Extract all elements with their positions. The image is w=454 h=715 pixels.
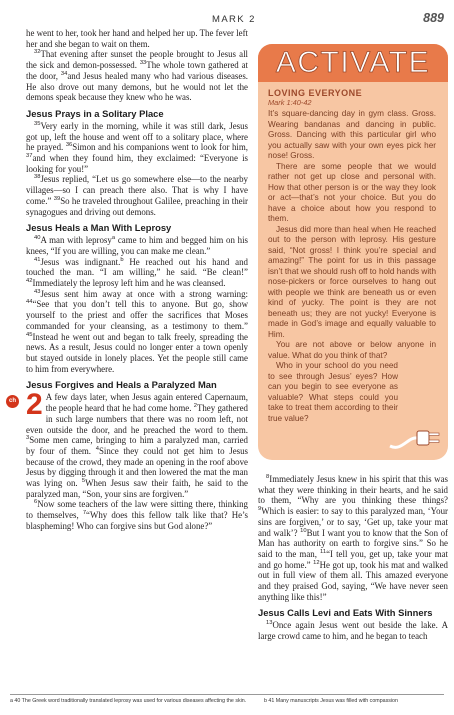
activate-sidebar: [258, 44, 448, 460]
verse-number: 13: [266, 620, 273, 627]
verse-text: So he traveled throughout Galilee, preaching in their synagogues and driving out demons.: [26, 195, 248, 217]
verse-text: Which is easier: to say to this paralyzed man, ‘Your sins are forgiven,’ or to say, ‘Get up, take your mat and walk’?: [258, 506, 448, 538]
footnote: a 40 The Greek word traditionally translated leprosy was used for various diseases affecting the skin.: [10, 698, 247, 704]
paragraph: [26, 49, 248, 103]
power-plug-icon: [388, 416, 444, 456]
footnote: b 41 Many manuscripts Jesus was filled with compassion: [264, 698, 398, 704]
footnote-marker[interactable]: b: [120, 256, 124, 263]
verse-text: A man with leprosy: [40, 235, 112, 246]
verse-number: 37: [26, 153, 33, 160]
verse-text: They gathered in such large numbers that there was no room left, not even outside the door, and he preached the word to them.: [26, 403, 248, 435]
paragraph: [26, 388, 248, 499]
verse-number: 4: [95, 445, 99, 452]
verse-number: 42: [26, 278, 33, 285]
verse-text: He reached out his hand and touched the man. “I am willing,” he said. “Be clean!”: [26, 256, 248, 278]
verse-text: A few days later, when Jesus again entered Capernaum, the people heard that he had come home.: [45, 392, 248, 414]
running-head: MARK 2: [212, 14, 256, 25]
verse-number: 45: [26, 331, 33, 338]
verse-text: “Why does this fellow talk like that? He’s blaspheming! Who can forgive sins but God alone?”: [26, 510, 248, 531]
verse-number: 39: [53, 195, 61, 202]
chapter-marker-badge: ch: [6, 395, 19, 408]
verse-text: Jesus was indignant.: [40, 256, 121, 267]
verse-text: and Jesus healed many who had various diseases. He also drove out many demons, but he would not let the demons speak because they knew who he was.: [26, 70, 248, 103]
verse-number: 35: [34, 120, 41, 127]
paragraph: [26, 257, 248, 289]
verse-number: 36: [65, 142, 73, 149]
verse-number: 43: [34, 288, 41, 295]
verse-number: 3: [26, 435, 30, 442]
verse-text: The whole town gathered at the door,: [26, 60, 248, 81]
paragraph: [258, 620, 448, 641]
verse-number: 32: [34, 49, 41, 56]
footnote-divider: [10, 694, 444, 695]
verse-number: 11: [320, 548, 327, 555]
paragraph: [26, 174, 248, 217]
section-heading: Jesus Heals a Man With Leprosy: [26, 222, 172, 234]
verse-text: He got up, took his mat and walked out in full view of them all. This amazed everyone and they praised God, saying, “We have never seen anything like this!”: [258, 559, 448, 602]
verse-text: Immediately Jesus knew in his spirit that this was what they were thinking in their hearts, and he said to them, “Why are you thinking these things?: [258, 474, 448, 506]
verse-number: 5: [81, 478, 86, 485]
verse-text: Simon and his companions went to look for him,: [72, 142, 249, 153]
verse-number: 7: [82, 510, 87, 517]
paragraph: [258, 474, 448, 602]
verse-text: Now some teachers of the law were sitting there, thinking to themselves,: [26, 499, 248, 521]
verse-text: came to him and begged him on his knees, “If you are willing, you can make me clean.”: [26, 235, 248, 256]
verse-text: “I tell you, get up, take your mat and go home.”: [258, 548, 448, 570]
verse-number: 12: [313, 559, 320, 566]
verse-text: Immediately the leprosy left him and he was cleansed.: [32, 278, 226, 289]
footnote-marker[interactable]: a: [111, 235, 116, 242]
verse-number: 33: [139, 60, 147, 67]
verse-number: 9: [258, 506, 262, 513]
verse-text: That evening after sunset the people brought to Jesus all the sick and demon-possessed.: [26, 49, 248, 71]
verse-number: 44: [26, 299, 33, 306]
paragraph: [26, 121, 248, 175]
verse-number: 8: [266, 474, 270, 481]
paragraph: [26, 499, 248, 531]
left-column: [8, 28, 249, 532]
activate-paragraph: It’s square-dancing day in gym class. Gross. Wearing bandanas and dancing in public. Gross. Dancing with this particular girl who you actually saw with your own eyes pick her nose! Gross.: [268, 109, 436, 160]
activate-reference: Mark 1:40-42: [268, 98, 312, 107]
right-column: [258, 474, 448, 642]
activate-paragraph: There are some people that we would rather not get up close and personal with. How that other person is or the way they look or act—that’s not your choice. But you do have a choice about how you respond to them.: [268, 161, 436, 223]
verse-text: Since they could not get him to Jesus because of the crowd, they made an opening in the roof above Jesus by digging through it and then lowered the mat the man was lying on.: [26, 445, 248, 489]
verse-text: Instead he went out and began to talk freely, spreading the news. As a result, Jesus could no longer enter a town openly but stayed outside in lonely places. Yet the people still came to him from everywhere.: [26, 331, 248, 374]
page-number: 889: [423, 11, 444, 25]
verse-text: Once again Jesus went out beside the lake. A large crowd came to him, and he began to teach: [258, 620, 448, 642]
verse-number: 6: [34, 499, 38, 506]
activate-heading: LOVING EVERYONE: [268, 88, 363, 98]
verse-number: 2: [193, 403, 197, 410]
activate-paragraph: You are not above or below anyone in value. What do you think of that?: [268, 340, 436, 360]
verse-number: 38: [34, 174, 41, 181]
verse-number: 34: [60, 70, 68, 77]
verse-text: “See that you don’t tell this to anyone. But go, show yourself to the priest and offer the sacrifices that Moses commanded for your cleansing, as a testimony to them.”: [26, 299, 248, 331]
verse-text: Some men came, bringing to him a paralyzed man, carried by four of them.: [26, 435, 248, 456]
verse-text: Very early in the morning, while it was still dark, Jesus got up, left the house and went off to a solitary place, where he prayed.: [26, 120, 248, 153]
verse-text: and when they found him, they exclaimed: “Everyone is looking for you!”: [26, 153, 248, 174]
activate-paragraph: Who in your school do you need to see through Jesus’ eyes? How can you begin to see everyone as valuable? What steps could you take to treat them according to their true value?: [268, 361, 398, 423]
paragraph: [26, 289, 248, 375]
paragraph: he went to her, took her hand and helped her up. The fever left her and she began to wait on them.: [26, 28, 248, 49]
verse-number: 41: [34, 256, 41, 263]
activate-body: [268, 88, 436, 424]
chapter-number: 2: [26, 388, 43, 422]
activate-paragraph: Jesus did more than heal when He reached out to the person with leprosy. His gesture said, “Not gross! I think you’re special and amazing!” The point for us in this passage isn’t that we should rush off to hold hands with nose-pickers or force ourselves to hang out with people we think are beneath us or even kind of yucky. The point is they are not beneath us; they are not yucky! Everyone is made in God’s image and equally valuable to Him.: [268, 224, 436, 339]
verse-number: 10: [300, 527, 307, 534]
verse-number: 40: [34, 235, 41, 242]
paragraph: [26, 235, 248, 256]
verse-text: But I want you to know that the Son of Man has authority on earth to forgive sins.” So he said to the man,: [258, 527, 448, 559]
section-heading: Jesus Forgives and Heals a Paralyzed Man: [26, 379, 217, 391]
verse-text: Jesus replied, “Let us go somewhere else—to the nearby villages—so I can preach there also. That is why I have come.”: [26, 174, 248, 206]
activate-title: ACTIVATE: [275, 46, 431, 79]
section-heading: Jesus Prays in a Solitary Place: [26, 107, 164, 119]
page-header: [0, 11, 454, 28]
verse-text: When Jesus saw their faith, he said to the paralyzed man, “Son, your sins are forgiven.”: [26, 478, 248, 499]
chapter-start: [8, 388, 248, 499]
verse-text: Jesus sent him away at once with a strong warning:: [40, 288, 248, 299]
section-heading: Jesus Calls Levi and Eats With Sinners: [258, 607, 433, 619]
